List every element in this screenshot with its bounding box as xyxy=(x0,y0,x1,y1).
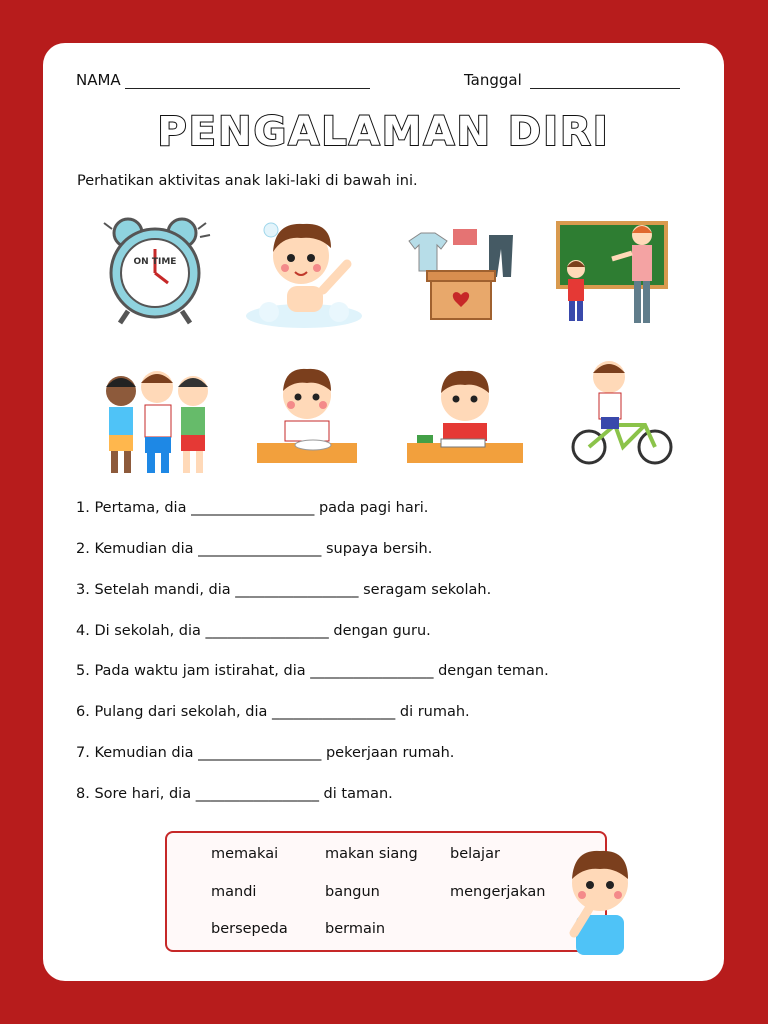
boy-studying-icon xyxy=(399,359,529,479)
boy-eating-icon xyxy=(243,359,373,479)
bathing-boy-icon xyxy=(239,208,369,328)
question-4[interactable]: 4. Di sekolah, dia _________________ dengan guru. xyxy=(76,623,431,639)
word-bank-item: mandi xyxy=(211,884,257,900)
clock-text: ON TIME xyxy=(133,257,177,267)
word-bank-item: belajar xyxy=(450,846,500,862)
classroom-teacher-icon xyxy=(550,213,680,333)
friends-group-icon xyxy=(93,361,223,481)
question-5[interactable]: 5. Pada waktu jam istirahat, dia _________________ dengan teman. xyxy=(76,663,549,679)
name-line xyxy=(125,74,370,89)
word-bank xyxy=(165,831,607,952)
boy-bicycle-icon xyxy=(563,355,693,475)
alarm-clock-icon xyxy=(90,211,220,331)
name-label: NAMA xyxy=(76,71,121,89)
question-3[interactable]: 3. Setelah mandi, dia _________________ seragam sekolah. xyxy=(76,582,492,598)
page-title: PENGALAMAN DIRI xyxy=(157,109,610,155)
word-bank-item: makan siang xyxy=(325,846,418,862)
question-7[interactable]: 7. Kemudian dia _________________ pekerjaan rumah. xyxy=(76,745,455,761)
word-bank-item: bersepeda xyxy=(211,921,288,937)
question-8[interactable]: 8. Sore hari, dia _________________ di taman. xyxy=(76,786,393,802)
question-6[interactable]: 6. Pulang dari sekolah, dia _________________ di rumah. xyxy=(76,704,470,720)
question-2[interactable]: 2. Kemudian dia _________________ supaya bersih. xyxy=(76,541,433,557)
date-label: Tanggal xyxy=(464,71,522,89)
date-line xyxy=(530,74,680,89)
thinking-boy-icon xyxy=(560,843,640,955)
word-bank-item: bermain xyxy=(325,921,386,937)
question-1[interactable]: 1. Pertama, dia _________________ pada pagi hari. xyxy=(76,500,429,516)
date-field[interactable] xyxy=(464,71,680,89)
instruction-text: Perhatikan aktivitas anak laki-laki di bawah ini. xyxy=(77,173,418,189)
clothes-box-icon xyxy=(395,215,525,335)
word-bank-item: mengerjakan xyxy=(450,884,546,900)
name-field[interactable] xyxy=(76,71,370,89)
word-bank-item: bangun xyxy=(325,884,380,900)
worksheet xyxy=(43,43,724,981)
word-bank-item: memakai xyxy=(211,846,279,862)
